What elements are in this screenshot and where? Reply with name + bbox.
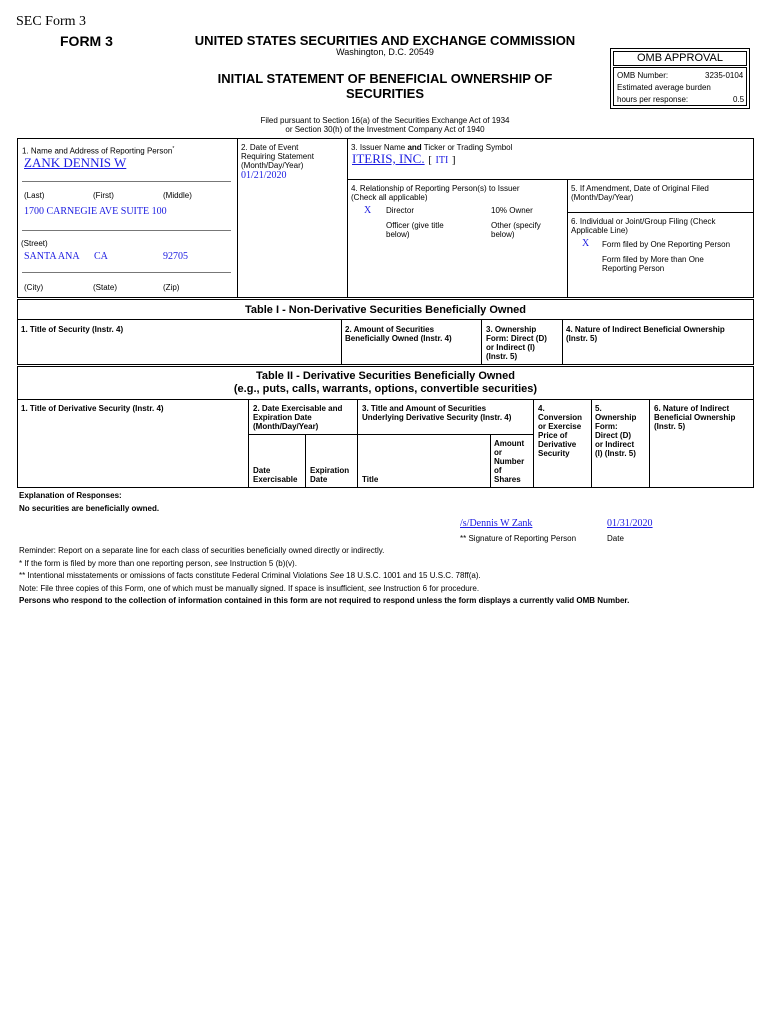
divider (237, 138, 238, 298)
box5-label-line2: (Month/Day/Year) (571, 193, 634, 202)
table2-col2a-line2: Exercisable (253, 475, 298, 484)
page-title: SEC Form 3 (16, 14, 87, 29)
street-label: (Street) (21, 239, 48, 248)
table2-col2-line1: 2. Date Exercisable and (253, 404, 343, 413)
officer-label-line1: Officer (give title (386, 221, 444, 230)
signature-value: /s/Dennis W Zank (460, 518, 533, 529)
filed-pursuant (180, 116, 590, 134)
box1-footnote: * (172, 146, 175, 152)
footer-line2-see: see (214, 559, 228, 568)
table2-col6-line: (Instr. 5) (654, 422, 686, 431)
officer-label-line2: below) (386, 230, 410, 239)
footer-line3-post: 18 U.S.C. 1001 and 15 U.S.C. 78ff(a). (343, 571, 481, 580)
table1-col3-line3: or Indirect (I) (486, 343, 535, 352)
event-date: 01/21/2020 (241, 170, 287, 181)
box6-label-line1: 6. Individual or Joint/Group Filing (Check (571, 217, 716, 226)
table2-col2-line2: Expiration Date (253, 413, 312, 422)
table2-col2 (253, 404, 342, 431)
table2-col3b-line: or (494, 448, 502, 457)
table2-col2a-line1: Date (253, 466, 271, 475)
city-value: SANTA ANA (24, 251, 80, 262)
footer-line4 (19, 584, 479, 593)
table2-col5-line: Direct (D) (595, 431, 632, 440)
table2-col4-line: Conversion (538, 413, 583, 422)
table2-col3 (362, 404, 511, 422)
table2-col5-line: 5. (595, 404, 602, 413)
ten-percent-owner-label: 10% Owner (491, 206, 533, 215)
divider (305, 434, 306, 488)
divider (481, 319, 482, 365)
zip-label: (Zip) (163, 283, 180, 292)
date-label: Date (607, 534, 624, 543)
street-value: 1700 CARNEGIE AVE SUITE 100 (24, 206, 167, 217)
table2-col3-line2: Underlying Derivative Security (Instr. 4) (362, 413, 512, 422)
box6-label-line2: Applicable Line) (571, 226, 628, 235)
other-label-line1: Other (specify (491, 221, 541, 230)
table2-col3b-line: of (494, 466, 502, 475)
table2-col6-line: 6. Nature of Indirect (654, 404, 730, 413)
omb-hours-label: hours per response: (617, 95, 689, 104)
more-label-line1: Form filed by More than One (602, 255, 704, 264)
omb-hours-value: 0.5 (733, 95, 745, 104)
filed-pursuant-line1: Filed pursuant to Section 16(a) of the Securities Exchange Act of 1934 (260, 116, 510, 125)
agency-location: Washington, D.C. 20549 (336, 47, 434, 57)
more-than-one-label (602, 255, 704, 273)
footer-line3-pre: ** Intentional misstatements or omissions of facts constitute Federal Criminal Violations (19, 571, 330, 580)
table2-col3b-line: Number (494, 457, 525, 466)
other-label-line2: below) (491, 230, 515, 239)
table1-title: Table I - Non-Derivative Securities Beneficially Owned (245, 304, 526, 316)
agency-name: UNITED STATES SECURITIES AND EXCHANGE COMMISSION (194, 33, 576, 48)
box1-label-text: 1. Name and Address of Reporting Person (22, 146, 173, 156)
table2-col3-line1: 3. Title and Amount of Securities (362, 404, 487, 413)
form-title-line1: INITIAL STATEMENT OF BENEFICIAL OWNERSHIP OF (217, 71, 553, 86)
one-person-check[interactable]: X (582, 238, 590, 249)
table1-col1: 1. Title of Security (Instr. 4) (21, 325, 124, 334)
table2-col2a (253, 466, 297, 484)
box5-label (571, 184, 709, 202)
table2-col5-line: Form: (595, 422, 618, 431)
box5-label-line1: 5. If Amendment, Date of Original Filed (571, 184, 709, 193)
director-label: Director (386, 206, 415, 215)
box2-label-line1: 2. Date of Event (241, 143, 299, 152)
footer-reminder: Reminder: Report on a separate line for each class of securities beneficially owned directly or indirectly. (19, 546, 385, 555)
table2-col2b-line1: Expiration (310, 466, 350, 475)
table1-col4 (566, 325, 725, 343)
middle-label: (Middle) (163, 191, 192, 200)
table2-col4 (538, 404, 582, 458)
one-person-label: Form filed by One Reporting Person (602, 240, 731, 249)
table1-col2 (345, 325, 452, 343)
table1-col3-line2: Form: Direct (D) (486, 334, 547, 343)
table2-col3b-line: Amount (494, 439, 525, 448)
table1-col2-line1: 2. Amount of Securities (345, 325, 435, 334)
reporting-person-name[interactable]: ZANK DENNIS W (24, 155, 127, 170)
omb-title: OMB APPROVAL (613, 51, 747, 66)
more-label-line2: Reporting Person (602, 264, 665, 273)
footer-line3-see: See (329, 571, 344, 580)
officer-label (386, 221, 444, 239)
table2-col3b-line: Shares (494, 475, 521, 484)
issuer-line (352, 151, 456, 167)
divider (22, 230, 231, 231)
table2-col4-line: Derivative (538, 440, 577, 449)
state-value: CA (94, 251, 108, 262)
table2-col4-line: or Exercise (538, 422, 582, 431)
divider (22, 181, 231, 182)
footer-line4-post: Instruction 6 for procedure. (381, 584, 480, 593)
table2-col2b-line2: Date (310, 475, 328, 484)
table1-col3-line4: (Instr. 5) (486, 352, 518, 361)
form-title-line2: SECURITIES (345, 86, 424, 101)
footer-line2-post: Instruction 5 (b)(v). (227, 559, 297, 568)
table2-col3a: Title (362, 475, 379, 484)
box6-label (571, 217, 716, 235)
explanation-label: Explanation of Responses: (19, 491, 122, 500)
omb-burden-label: Estimated average burden (617, 83, 711, 92)
divider (649, 399, 650, 488)
table1-col4-line1: 4. Nature of Indirect Beneficial Ownership (566, 325, 725, 334)
box2-label (241, 143, 314, 170)
table1-col2-line2: Beneficially Owned (Instr. 4) (345, 334, 452, 343)
box4-label (351, 184, 520, 202)
box3-label-post: Ticker or Trading Symbol (421, 143, 513, 152)
last-label: (Last) (24, 191, 45, 200)
city-label: (City) (24, 283, 44, 292)
other-label (491, 221, 541, 239)
table2-col5-line: (I) (Instr. 5) (595, 449, 636, 458)
box4-label-line2: (Check all applicable) (351, 193, 428, 202)
signature-label: ** Signature of Reporting Person (460, 534, 577, 543)
box2-label-line2: Requiring Statement (241, 152, 314, 161)
table2-col4-line: Price of (538, 431, 568, 440)
table2-title-line2: (e.g., puts, calls, warrants, options, convertible securities) (233, 383, 538, 395)
table2-title-line1: Table II - Derivative Securities Beneficially Owned (255, 370, 515, 382)
table2-col5-line: or Indirect (595, 440, 635, 449)
table1-col3-line1: 3. Ownership (486, 325, 537, 334)
table2-col5-line: Ownership (595, 413, 637, 422)
box2-label-line3: (Month/Day/Year) (241, 161, 304, 170)
bracket-close: ] (451, 154, 456, 166)
box3-label-and: and (407, 143, 422, 152)
table2-title (17, 370, 754, 396)
divider (490, 434, 491, 488)
table2-col4-line: Security (538, 449, 570, 458)
ticker-symbol: ITI (435, 155, 449, 166)
form-name: FORM 3 (60, 33, 113, 49)
divider (22, 272, 231, 273)
table2-col6-line: Beneficial Ownership (654, 413, 736, 422)
divider (341, 319, 342, 365)
footer-line2-pre: * If the form is filed by more than one reporting person, (19, 559, 215, 568)
table1-col3 (486, 325, 547, 361)
omb-number-value: 3235-0104 (705, 71, 744, 80)
issuer-name[interactable]: ITERIS, INC. (352, 151, 425, 166)
table2-col1: 1. Title of Derivative Security (Instr. 4) (21, 404, 164, 413)
state-label: (State) (93, 283, 118, 292)
box4-label-line1: 4. Relationship of Reporting Person(s) to Issuer (351, 184, 520, 193)
table2-col3b (494, 439, 524, 484)
signature-date: 01/31/2020 (607, 518, 653, 529)
table2-col2-line3: (Month/Day/Year) (253, 422, 319, 431)
explanation-text: No securities are beneficially owned. (19, 504, 160, 513)
omb-number-label: OMB Number: (617, 71, 669, 80)
table2-col5 (595, 404, 636, 458)
table2-col2b (310, 466, 349, 484)
form-title (180, 71, 590, 101)
director-check[interactable]: X (364, 205, 372, 216)
first-label: (First) (93, 191, 114, 200)
zip-value: 92705 (163, 251, 188, 262)
bracket-open: [ (428, 154, 432, 166)
table2-col6 (654, 404, 735, 431)
table2-col4-line: 4. (538, 404, 545, 413)
footer-omb-notice: Persons who respond to the collection of information contained in this form are not required to respond unless the form displays a currently valid OMB Number. (19, 596, 630, 605)
footer-line2 (19, 559, 297, 568)
box3-label-pre: 3. Issuer Name (351, 143, 408, 152)
footer-line4-see: see (368, 584, 382, 593)
footer-line3 (19, 571, 481, 580)
table1-col4-line2: (Instr. 5) (566, 334, 598, 343)
filed-pursuant-line2: or Section 30(h) of the Investment Company Act of 1940 (285, 125, 485, 134)
footer-line4-pre: Note: File three copies of this Form, one of which must be manually signed. If space is insufficient, (19, 584, 369, 593)
divider (562, 319, 563, 365)
divider (591, 399, 592, 488)
